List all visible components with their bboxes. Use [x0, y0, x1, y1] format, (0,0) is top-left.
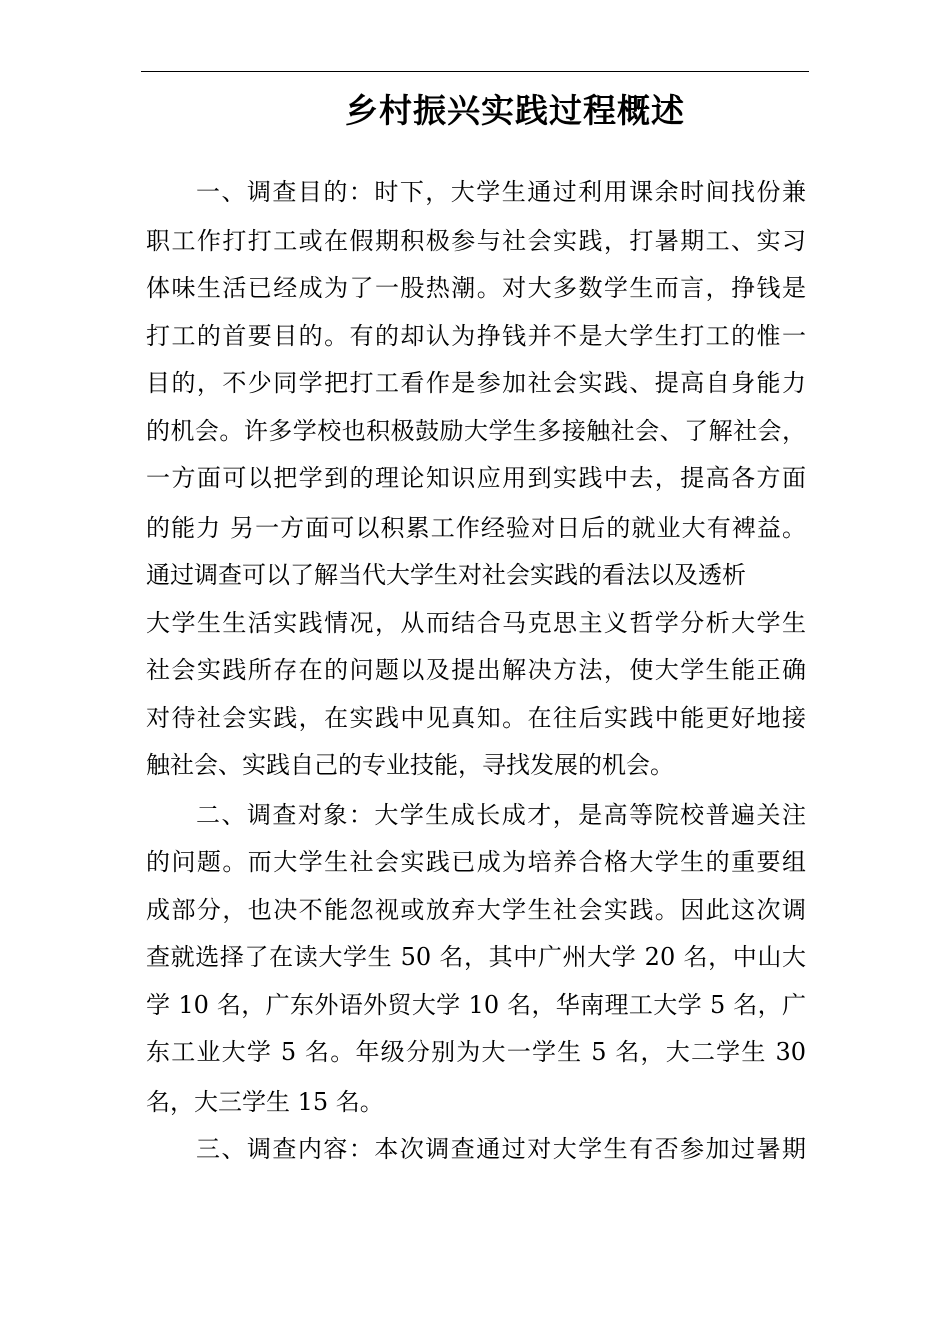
body-line-18: 学 10 名，广东外语外贸大学 10 名，华南理工大学 5 名，广 — [146, 991, 806, 1019]
body-line-20: 名，大三学生 15 名。 — [146, 1088, 384, 1116]
body-line-13: 触社会、实践自己的专业技能，寻找发展的机会。 — [146, 751, 674, 779]
body-line-14: 二、调查对象：大学生成长成才，是高等院校普遍关注 — [196, 801, 806, 829]
body-line-5: 目的，不少同学把打工看作是参加社会实践、提高自身能力 — [146, 369, 806, 397]
body-line-10: 大学生生活实践情况，从而结合马克思主义哲学分析大学生 — [146, 609, 806, 637]
body-line-21: 三、调查内容：本次调查通过对大学生有否参加过暑期 — [196, 1135, 806, 1163]
body-line-4: 打工的首要目的。有的却认为挣钱并不是大学生打工的惟一 — [146, 322, 806, 350]
body-line-3: 体味生活已经成为了一股热潮。对大多数学生而言，挣钱是 — [146, 274, 806, 302]
body-line-17: 查就选择了在读大学生 50 名，其中广州大学 20 名，中山大 — [146, 943, 806, 971]
header-rule — [141, 71, 809, 72]
body-line-9: 通过调查可以了解当代大学生对社会实践的看法以及透析 — [146, 561, 746, 589]
body-line-16: 成部分，也决不能忽视或放弃大学生社会实践。因此这次调 — [146, 896, 806, 924]
body-line-19: 东工业大学 5 名。年级分别为大一学生 5 名，大二学生 30 — [146, 1038, 806, 1066]
body-line-1: 一、调查目的：时下，大学生通过利用课余时间找份兼 — [196, 178, 806, 206]
body-line-7: 一方面可以把学到的理论知识应用到实践中去，提高各方面 — [146, 464, 806, 492]
body-line-11: 社会实践所存在的问题以及提出解决方法，使大学生能正确 — [146, 656, 806, 684]
body-line-12: 对待社会实践，在实践中见真知。在往后实践中能更好地接 — [146, 704, 806, 732]
body-line-6: 的机会。许多学校也积极鼓励大学生多接触社会、了解社会， — [146, 417, 806, 445]
document-title: 乡村振兴实践过程概述 — [345, 91, 685, 130]
body-line-2: 职工作打打工或在假期积极参与社会实践，打暑期工、实习 — [146, 227, 806, 255]
body-line-8: 的能力 另一方面可以积累工作经验对日后的就业大有裨益。 — [146, 514, 806, 542]
body-line-15: 的问题。而大学生社会实践已成为培养合格大学生的重要组 — [146, 848, 806, 876]
